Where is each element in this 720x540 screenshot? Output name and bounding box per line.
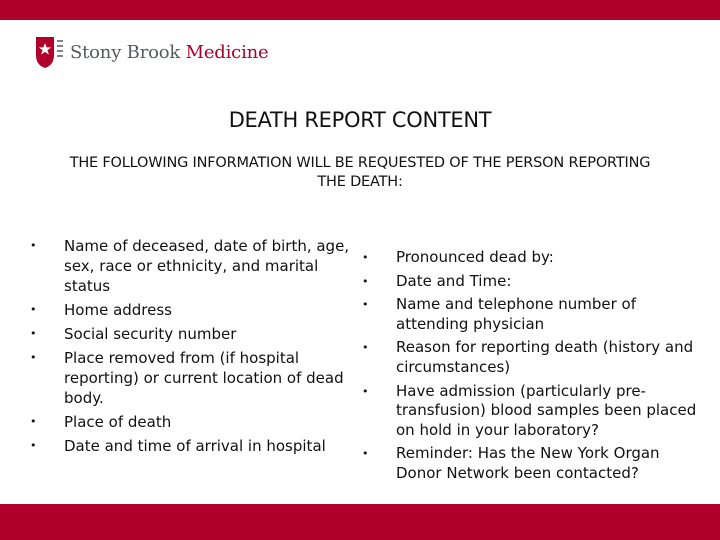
bullet-icon: • [362,447,369,461]
bullet-icon: • [362,298,369,312]
list-item: • Have admission (particularly pre-transfusion) blood samples been placed on hold in your laboratory? [362,381,697,439]
bottom-band [0,504,720,540]
bullet-icon: • [362,341,369,355]
logo [34,34,268,70]
right-bullet-list [362,248,700,488]
bullet-icon: • [30,415,37,428]
list-item: • Name of deceased, date of birth, age, sex, race or ethnicity, and marital status [30,237,350,295]
bullet-icon: • [30,239,37,252]
list-item: • Date and Time: [362,271,512,290]
bullet-icon: • [362,274,369,288]
bullet-icon: • [30,439,37,452]
list-item: • Social security number [30,325,237,343]
subtitle: THE FOLLOWING INFORMATION WILL BE REQUESTED OF THE PERSON REPORTING THE DEATH: [69,155,651,190]
list-item: • Date and time of arrival in hospital [30,437,326,455]
list-item: • Home address [30,301,172,319]
list-item: • Place removed from (if hospital reporting) or current location of dead body. [30,349,344,407]
bullet-icon: • [30,351,37,364]
list-item: • Pronounced dead by: [362,248,554,266]
left-bullet-list [30,236,355,460]
list-item: • Reminder: Has the New York Organ Donor Network been contacted? [362,444,660,482]
bullet-icon: • [362,251,369,264]
page-title: DEATH REPORT CONTENT [228,108,492,132]
top-band [0,0,720,20]
list-item: • Place of death [30,413,172,431]
bullet-icon: • [362,384,369,398]
list-item: • Name and telephone number of attending physician [362,295,636,333]
logo-wordmark: Stony Brook Medicine [70,41,269,63]
list-item: • Reason for reporting death (history and circumstances) [362,338,694,376]
bullet-icon: • [30,303,37,316]
star-shield-icon [34,35,64,69]
bullet-icon: • [30,327,37,340]
